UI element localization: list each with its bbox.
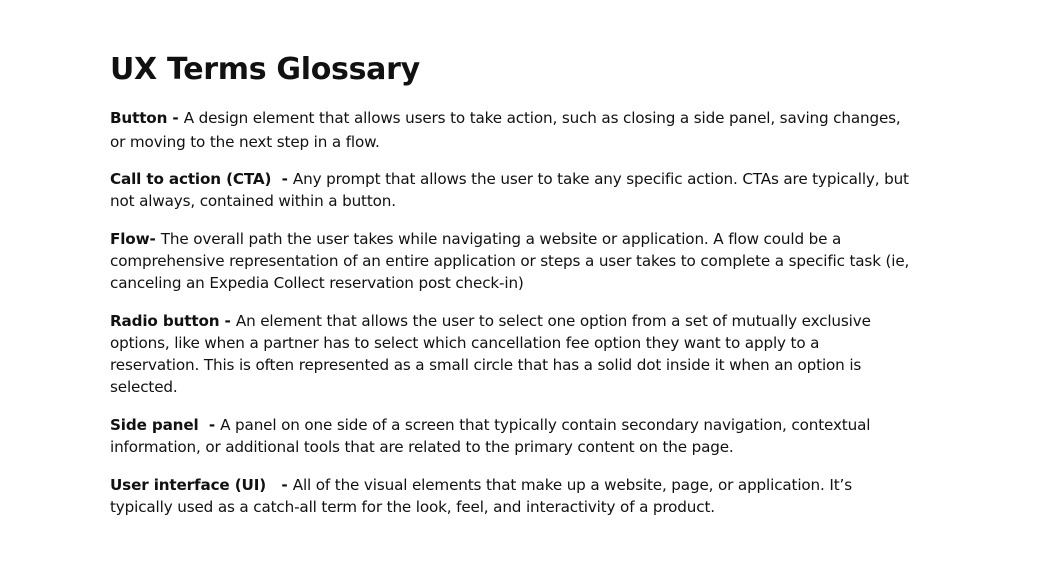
glossary-term: Button bbox=[110, 109, 168, 127]
term-separator: - bbox=[198, 416, 221, 434]
term-separator: - bbox=[219, 312, 236, 330]
glossary-entry-side-panel bbox=[110, 414, 910, 458]
glossary-definition: The overall path the user takes while navigating a website or application. A flow could be a comprehensive representation of an entire application or steps a user takes to complete a specific task (ie, canceling an Expedia Collect reservation post check-in) bbox=[110, 230, 910, 292]
glossary-definition: Any prompt that allows the user to take any specific action. CTAs are typically, but not always, contained within a button. bbox=[110, 170, 909, 210]
page-title: UX Terms Glossary bbox=[110, 52, 420, 87]
term-separator: - bbox=[271, 170, 293, 188]
glossary-entry-radio-button bbox=[110, 310, 910, 398]
glossary-term: Side panel bbox=[110, 416, 199, 434]
glossary-entry-user-interface bbox=[110, 474, 910, 518]
term-separator: - bbox=[265, 476, 293, 494]
term-separator: - bbox=[167, 109, 184, 127]
glossary-entry-cta bbox=[110, 168, 910, 212]
glossary-term: Flow bbox=[110, 230, 150, 248]
glossary-definition: An element that allows the user to select one option from a set of mutually exclusive options, like when a partner has to select which cancellation fee option they want to apply to a reservation. This is often represented as a small circle that has a solid dot inside it when an option is selected. bbox=[110, 312, 871, 396]
glossary-term: Call to action (CTA) bbox=[110, 170, 272, 188]
glossary-term: User interface (UI) bbox=[110, 476, 266, 494]
term-separator: - bbox=[149, 230, 161, 248]
glossary-page bbox=[110, 50, 910, 534]
glossary-entry-button bbox=[110, 106, 910, 154]
glossary-term: Radio button bbox=[110, 312, 220, 330]
glossary-definition: A panel on one side of a screen that typically contain secondary navigation, contextual information, or additional tools that are related to the primary content on the page. bbox=[110, 416, 871, 456]
glossary-definition: All of the visual elements that make up a website, page, or application. It’s typically used as a catch-all term for the look, feel, and interactivity of a product. bbox=[110, 476, 852, 516]
glossary-definition: A design element that allows users to take action, such as closing a side panel, saving changes, or moving to the next step in a flow. bbox=[110, 109, 901, 151]
glossary-entry-flow bbox=[110, 228, 910, 294]
